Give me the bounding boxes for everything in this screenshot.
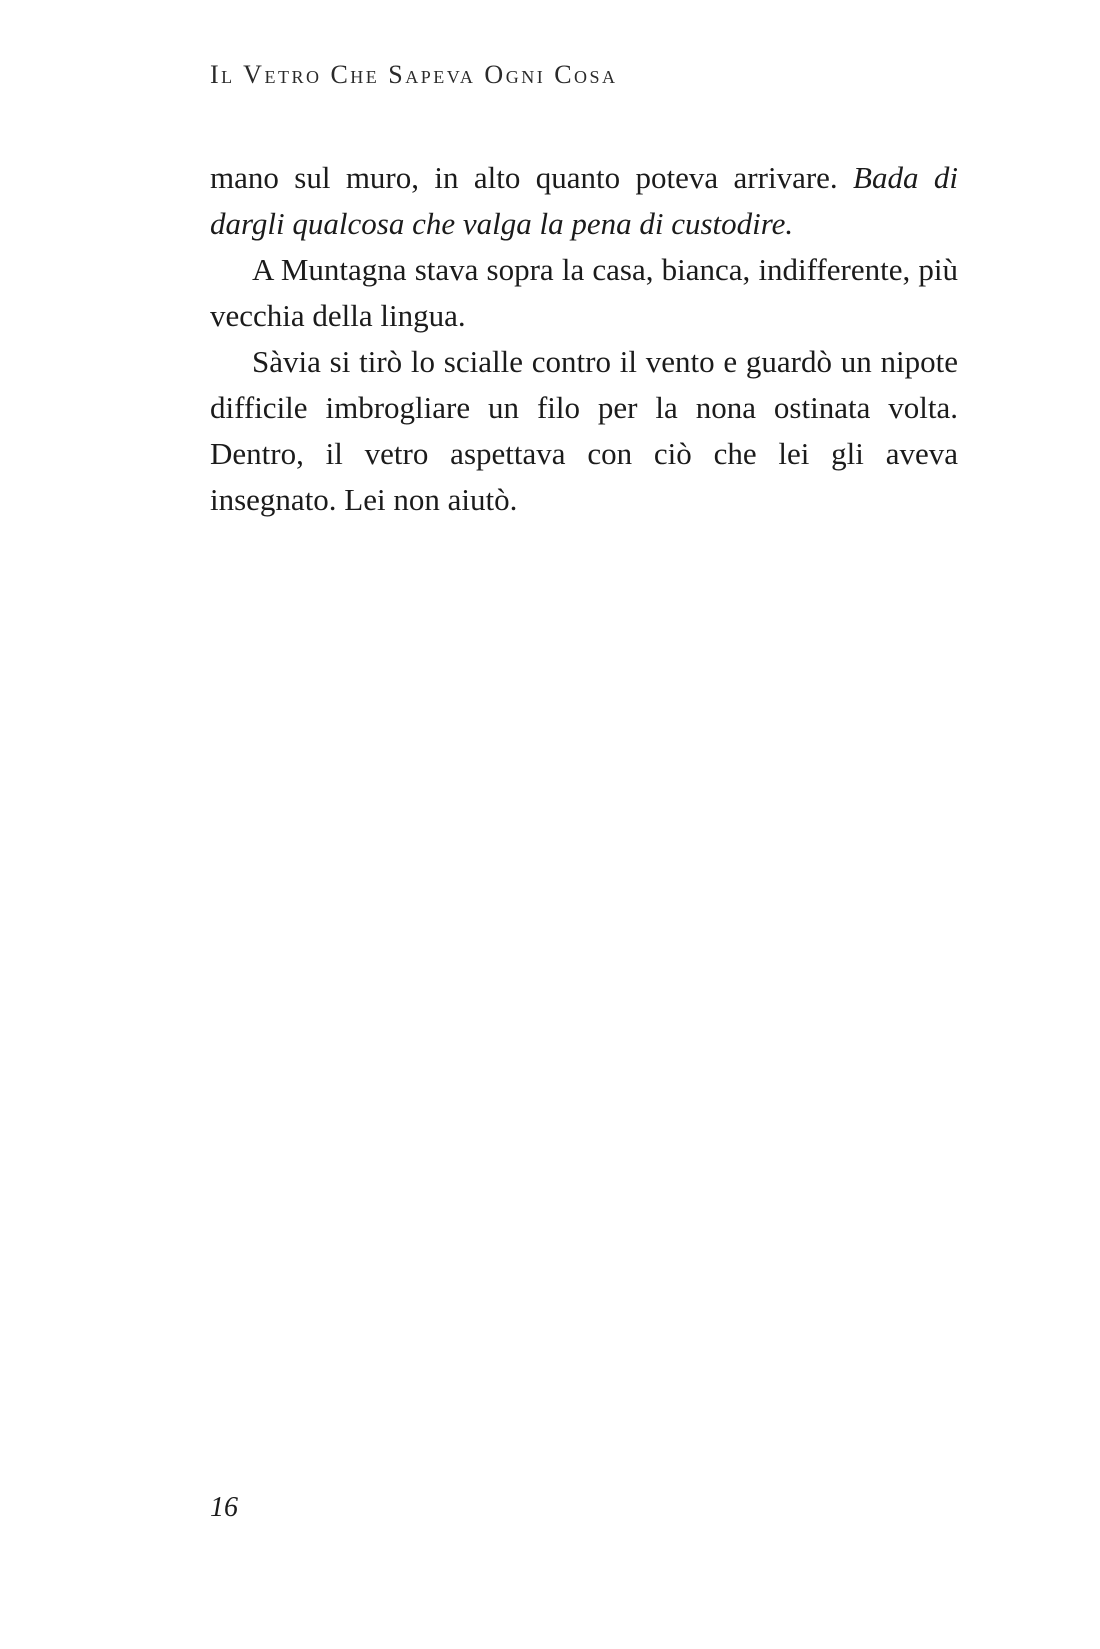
body-text — [210, 155, 958, 523]
paragraph-continuation — [210, 155, 958, 247]
page-number: 16 — [210, 1492, 238, 1523]
paragraph-lead-text: mano sul muro, in alto quanto poteva arrivare. — [210, 160, 854, 195]
running-head: Il Vetro Che Sapeva Ogni Cosa — [210, 60, 618, 89]
paragraph: A Muntagna stava sopra la casa, bianca, indifferente, più vecchia della lingua. — [210, 252, 958, 333]
paragraph: Sàvia si tirò lo scialle contro il vento e guardò un nipote difficile imbrogliare un filo per la nona ostinata volta. Dentro, il vetro aspettava con ciò che lei gli aveva insegnato. Lei non aiutò. — [210, 344, 958, 517]
paragraph-italic-text: Bada di dargli qualcosa che valga la pena di custodire. — [210, 160, 958, 241]
